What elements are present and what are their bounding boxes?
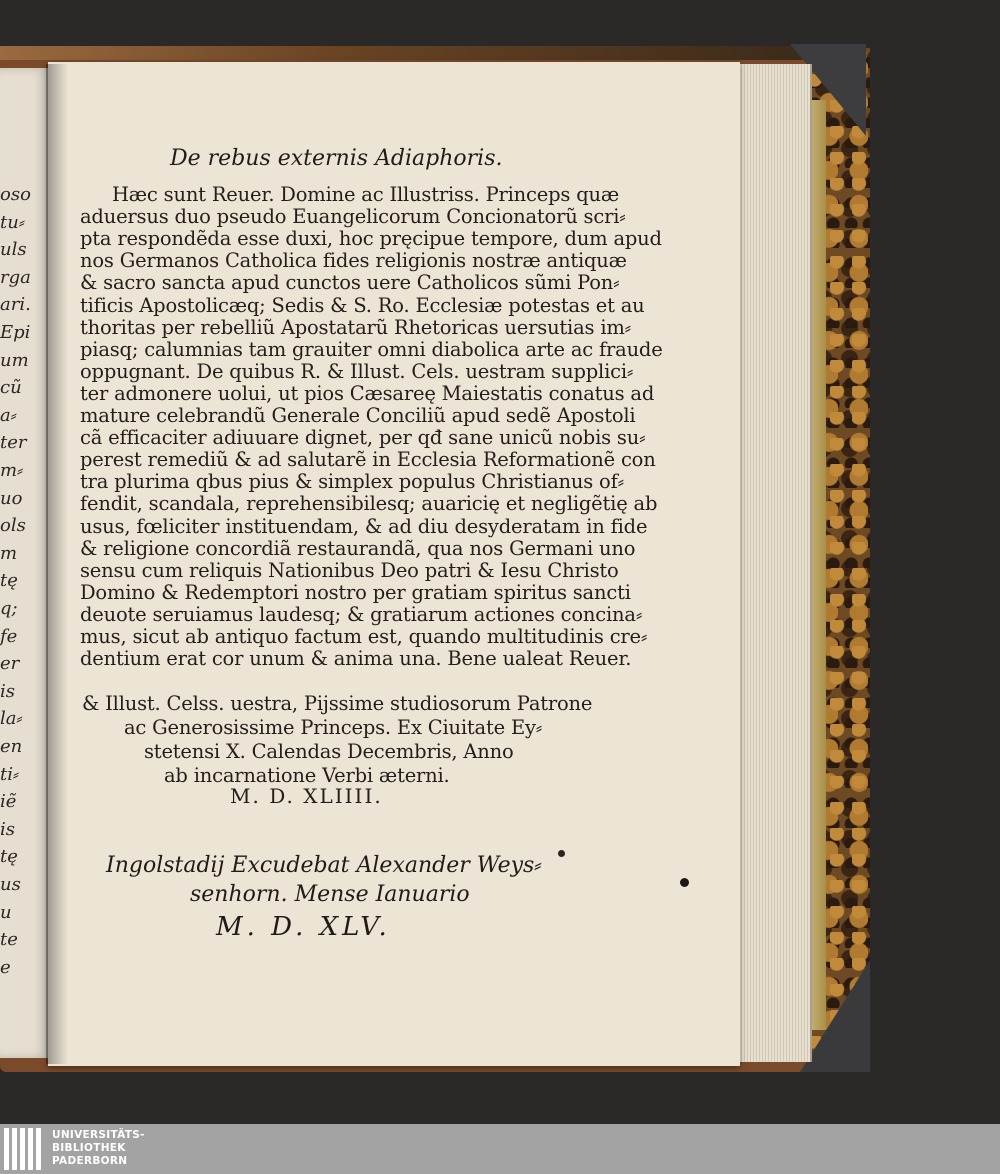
date-year: M. D. XLIIII. [230, 784, 383, 808]
body-line: deuote seruiamus laudesq; & gratiarum actiones concina⸗ [80, 602, 643, 626]
left-page-fragment: us [0, 874, 21, 895]
body-line: aduersus duo pseudo Euangelicorum Concionatorũ scri⸗ [80, 205, 626, 229]
closing-line: stetensi X. Calendas Decembris, Anno [144, 740, 514, 763]
left-page-fragment: e [0, 956, 11, 978]
left-page-fragment: la⸗ [0, 708, 23, 730]
left-page-fragment: ari. [0, 294, 31, 316]
wormhole [680, 878, 689, 887]
left-page-fragment: ter [0, 432, 27, 454]
body-line: Hæc sunt Reuer. Domine ac Illustriss. Princeps quæ [112, 183, 619, 206]
left-page-fragment: q; [0, 598, 18, 619]
body-line: tra plurima qbus pius & simplex populus Christianus of⸗ [80, 470, 624, 494]
library-footer [0, 1124, 1000, 1174]
left-page-fragment: ti⸗ [0, 763, 19, 785]
body-line: ter admonere uolui, ut pios Cæsareę Maiestatis conatus ad [80, 381, 655, 405]
cover-top-edge [0, 46, 820, 60]
body-line: tificis Apostolicæq; Sedis & S. Ro. Ecclesiæ potestas et au [80, 293, 645, 317]
left-page-fragment: a⸗ [0, 404, 17, 426]
body-line: sensu cum reliquis Nationibus Deo patri & Iesu Christo [80, 558, 619, 582]
body-line: mus, sicut ab antiquo factum est, quando multitudinis cre⸗ [80, 625, 648, 648]
library-name-line3: PADERBORN [52, 1155, 128, 1167]
left-page-fragment: u [0, 901, 12, 923]
left-page-fragment: iẽ [0, 791, 17, 813]
page-content [48, 62, 740, 1066]
body-line: cã efficaciter adiuuare dignet, per qđ sane unicũ nobis su⸗ [80, 426, 646, 450]
closing-line: & Illust. Celss. uestra, Pijssime studiosorum Patrone [82, 692, 593, 715]
body-line: usus, fœliciter instituendam, & ad diu desyderatam in fide [80, 514, 648, 538]
left-page-fragment: uo [0, 487, 23, 509]
library-name-line2: BIBLIOTHEK [52, 1142, 126, 1154]
page-stack [736, 64, 812, 1062]
left-page [0, 68, 52, 1058]
body-line: pta respondẽda esse duxi, hoc pręcipue tempore, dum apud [80, 227, 662, 251]
library-name-line1: UNIVERSITÄTS- [52, 1129, 145, 1141]
page-heading: De rebus externis Adiaphoris. [170, 146, 503, 171]
imprint-line: Ingolstadij Excudebat Alexander Weys⸗ [106, 853, 542, 878]
left-page-fragment: rga [0, 266, 31, 288]
left-page-fragment: en [0, 736, 23, 757]
body-line: fendit, scandala, reprehensibilesq; auaricię et negligẽtię ab [80, 492, 658, 516]
body-line: dentium erat cor unum & anima una. Bene ualeat Reuer. [80, 647, 632, 671]
left-page-fragment: tu⸗ [0, 211, 25, 233]
left-page-fragment: um [0, 349, 29, 371]
left-page-fragment: Epi [0, 322, 31, 343]
body-line: thoritas per rebelliũ Apostatarũ Rhetoricas uersutias im⸗ [80, 315, 631, 339]
imprint-year: M. D. XLV. [216, 912, 391, 942]
ink-spot [558, 850, 565, 857]
left-page-fragment: er [0, 653, 20, 675]
body-line: nos Germanos Catholica fides religionis nostræ antiquæ [80, 249, 627, 273]
body-line: & religione concordiã restaurandã, qua nos Germani uno [80, 536, 636, 560]
library-name [52, 1129, 145, 1168]
imprint-line: senhorn. Mense Ianuario [190, 882, 470, 907]
body-line: oppugnant. De quibus R. & Illust. Cels. uestram supplici⸗ [80, 359, 634, 383]
left-page-fragment: m [0, 542, 18, 564]
closing-line: ac Generosissime Princeps. Ex Ciuitate Ey⸗ [124, 716, 543, 739]
left-page-fragment: ols [0, 515, 26, 537]
left-page-fragment: fe [0, 625, 18, 647]
body-line: perest remediũ & ad salutarẽ in Ecclesia Reformationẽ con [80, 448, 656, 472]
body-line: mature celebrandũ Generale Conciliũ apud sedẽ Apostoli [80, 404, 636, 427]
left-page-fragment: uls [0, 239, 27, 261]
left-page-fragment: tę [0, 846, 18, 868]
body-line: piasq; calumnias tam grauiter omni diabolica arte ac fraude [80, 337, 663, 361]
left-page-fragment: is [0, 680, 15, 702]
left-page-fragment: te [0, 929, 18, 951]
left-page-fragment: is [0, 818, 15, 840]
left-page-fragment: oso [0, 184, 31, 205]
library-logo-icon [4, 1128, 42, 1170]
body-line: & sacro sancta apud cunctos uere Catholicos sũmi Pon⸗ [80, 271, 620, 295]
left-page-fragment: tę [0, 570, 18, 592]
closing-line: ab incarnatione Verbi æterni. [164, 764, 450, 787]
body-line: Domino & Redemptori nostro per gratiam spiritus sancti [80, 580, 631, 604]
left-page-fragment: cũ [0, 377, 22, 399]
left-page-fragment: m⸗ [0, 460, 24, 481]
